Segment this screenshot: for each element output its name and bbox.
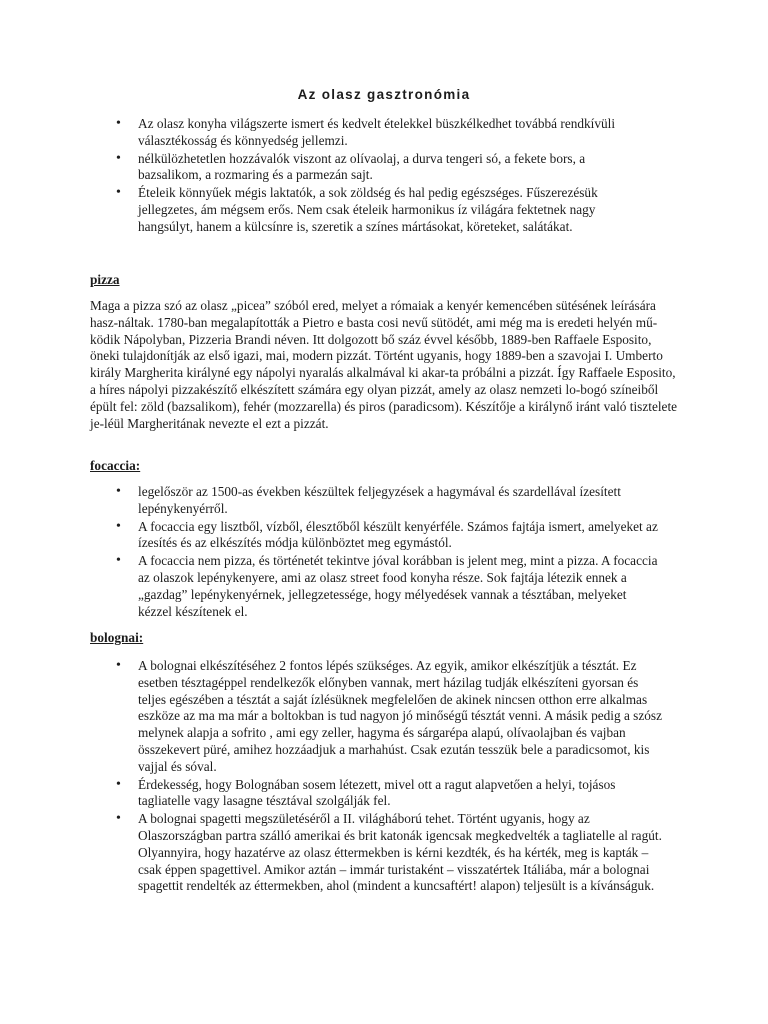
list-item: • A bolognai elkészítéséhez 2 fontos lépés szükséges. Az egyik, amikor elkészítjük a tésztát. Ez esetben tésztagéppel rendelkezők előnyben vannak, mert házilag tudják elkészíteni gyorsan és teljes egészében a tésztát a saját ízlésüknek megfelelően de akinek nincsen otthon erre alkalmas eszköze az ma ma már a boltokban is tud nagyon jó minőségű tésztát venni. A másik pedig a szósz melynek alapja a sofrito , ami egy zeller, hagyma és sárgarépa alapú, olívaolajban és vajban összekevert püré, amihez hozzáadjuk a marhahúst. Csak ezután tesszük bele a paradicsomot, kis vajjal és sóval. bbox=[116, 658, 668, 776]
bolognai-list bbox=[116, 658, 668, 895]
list-item: • legelőször az 1500-as években készültek feljegyzések a hagymával és szardellával ízesített lepénykenyérről. bbox=[116, 484, 661, 518]
page-title: Az olasz gasztronómia bbox=[297, 87, 471, 102]
list-item: • Ételeik könnyűek mégis laktatók, a sok zöldség és hal pedig egészséges. Fűszerezésük jellegzetes, ám mégsem erős. Nem csak ételeik harmonikus íz világára fektetnek nagy hangsúlyt, hanem a külcsínre is, szeretik a színes mártásokat, köreteket, salátákat. bbox=[116, 185, 646, 235]
focaccia-heading: focaccia: bbox=[90, 458, 141, 473]
list-item: • A focaccia nem pizza, és történetét tekintve jóval korábban is jelent meg, mint a pizza. A focaccia az olaszok lepénykenyere, ami az olasz street food konyha része. Sok fajtája létezik ennek a „gazdag” lepénykenyérnek, jellegzetessége, hogy mélyedések vannak a tésztában, melyeket kézzel készítenek el. bbox=[116, 553, 661, 620]
intro-list bbox=[116, 116, 646, 236]
list-item: • nélkülözhetetlen hozzávalók viszont az olívaolaj, a durva tengeri só, a fekete bors, a bazsalikom, a rozmaring és a parmezán sajt. bbox=[116, 151, 646, 185]
list-item: • Az olasz konyha világszerte ismert és kedvelt ételekkel büszkélkedhet továbbá rendkívüli választékosság és könnyedség jellemzi. bbox=[116, 116, 646, 150]
focaccia-list bbox=[116, 484, 661, 620]
list-item: • A focaccia egy lisztből, vízből, élesztőből készült kenyérféle. Számos fajtája ismert, amelyeket az ízesítés és az elkészítés módja különböztet meg egymástól. bbox=[116, 519, 661, 553]
pizza-paragraph: Maga a pizza szó az olasz „picea” szóból ered, melyet a rómaiak a kenyér kemencében sütésének leírására hasz-náltak. 1780-ban megalapították a Pietro e basta cosi nevű sütödét, ami még ma is eredeti helyén mű-ködik Nápolyban, Pizzeria Brandi néven. Itt dolgozott bő száz évvel később, 1889-ben Raffaele Esposito, öneki tulajdonítják az első igazi, mai, modern pizzát. Történt ugyanis, hogy 1889-ben a szavojai I. Umberto király Margherita királyné egy nápolyi nyaralás alkalmával ki akar-ta próbálni a pizzát. Így Raffaele Esposito, a híres nápolyi pizzakészítő elkészített számára egy olyan pizzát, amely az olasz nemzeti lo-bogó színeiből épült fel: zöld (bazsalikom), fehér (mozzarella) és piros (paradicsom). Készítője a királynő iránt való tisztelete je-léül Margheritának nevezte el ezt a pizzát. bbox=[90, 298, 678, 431]
bolognai-heading: bolognai: bbox=[90, 630, 144, 645]
list-item: • A bolognai spagetti megszületéséről a II. világháború tehet. Történt ugyanis, hogy az Olaszországban partra szálló amerikai és brit katonák igencsak megkedvelték a tagliatelle al ragút. Olyannyira, hogy hazatérve az olasz éttermekben is kérni kezdték, és ha kérték, meg is kapták – csak éppen spagettivel. Amikor aztán – immár turistaként – visszatértek Itáliába, már a bolognai spagettit rendelték az éttermekben, ahol (mindent a kuncsaftért! alapon) teljesült is a kívánságuk. bbox=[116, 811, 668, 895]
pizza-heading: pizza bbox=[90, 272, 120, 287]
list-item: • Érdekesség, hogy Bolognában sosem létezett, mivel ott a ragut alapvetően a helyi, tojásos tagliatelle vagy lasagne tésztával szolgálják fel. bbox=[116, 777, 668, 811]
